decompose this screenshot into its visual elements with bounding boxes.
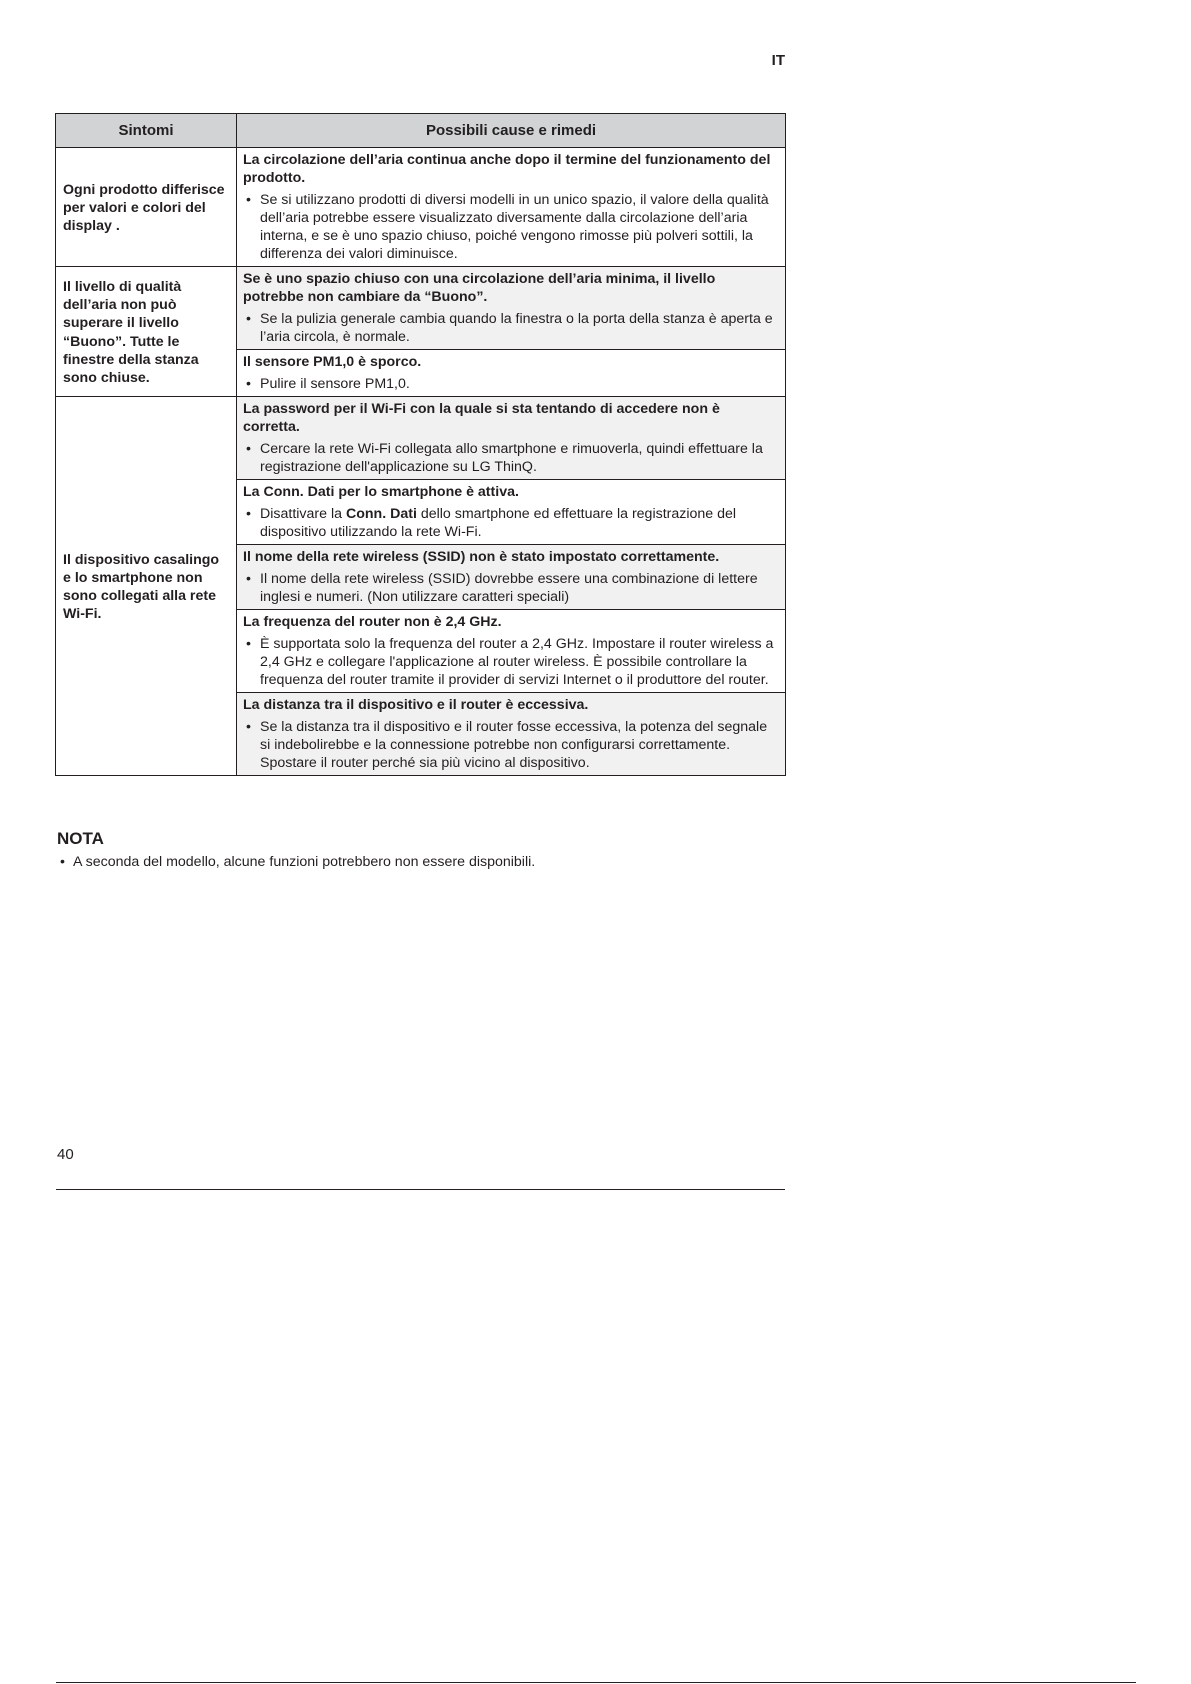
symptom-text: Ogni prodotto differisce per valori e colori del display .: [63, 181, 225, 235]
causes-cell: [237, 397, 786, 776]
symptom-cell: [56, 267, 237, 397]
remedy-item: [243, 635, 778, 689]
troubleshooting-table: [55, 113, 786, 776]
bullet-icon: •: [246, 311, 251, 327]
bullet-icon: •: [246, 441, 251, 457]
symptom-cell: [56, 397, 237, 776]
table-row: [56, 148, 786, 267]
page-bottom-divider: [56, 1682, 1136, 1683]
remedy-text: È supportata solo la frequenza del router a 2,4 GHz. Impostare il router wireless a 2,4 GHz e collegare l'applicazione al router wireless. È possibile controllare la frequenza del router tramite il provider di servizi Internet o il produttore del router.: [260, 636, 774, 688]
remedy-text-after: dello smartphone ed effettuare la registrazione del dispositivo utilizzando la rete Wi-Fi.: [260, 506, 737, 540]
causes-cell: [237, 267, 786, 397]
symptom-text: Il dispositivo casalingo e lo smartphone non sono collegati alla rete Wi-Fi.: [63, 551, 220, 623]
remedy-text-bold: Conn. Dati: [345, 506, 417, 522]
causes-cell: [237, 148, 786, 267]
cause-title: Il sensore PM1,0 è sporco.: [243, 354, 422, 370]
remedy-item: [243, 505, 778, 541]
cause-block: [237, 609, 785, 692]
remedy-text: Se la pulizia generale cambia quando la finestra o la porta della stanza è aperta e l’aria circola, è normale.: [260, 311, 773, 345]
remedy-text-before: Disattivare la: [260, 506, 346, 522]
footer-divider: [56, 1189, 785, 1190]
remedy-item: [243, 375, 778, 393]
remedy-item: [243, 440, 778, 476]
note-title: NOTA: [57, 829, 104, 848]
bullet-icon: •: [246, 571, 251, 587]
note-text: A seconda del modello, alcune funzioni potrebbero non essere disponibili.: [73, 854, 536, 870]
cause-block: [237, 479, 785, 544]
remedy-item: [243, 718, 778, 772]
bullet-icon: •: [246, 192, 251, 208]
symptom-text: Il livello di qualità dell’aria non può superare il livello “Buono”. Tutte le finestre della stanza sono chiuse.: [63, 278, 199, 386]
language-tag: IT: [771, 52, 785, 69]
remedy-text: Se la distanza tra il dispositivo e il router fosse eccessiva, la potenza del segnale si indebolirebbe e la connessione potrebbe non configurarsi correttamente. Spostare il router perché sia più vicino al dispositivo.: [260, 719, 768, 771]
cause-title: La Conn. Dati per lo smartphone è attiva.: [243, 484, 519, 500]
remedy-text: Cercare la rete Wi-Fi collegata allo smartphone e rimuoverla, quindi effettuare la registrazione dell'applicazione su LG ThinQ.: [260, 441, 763, 475]
column-header-causes: Possibili cause e rimedi: [237, 114, 786, 148]
bullet-icon: •: [60, 854, 65, 870]
symptom-cell: [56, 148, 237, 267]
remedy-item: [243, 570, 778, 606]
remedy-text: [260, 506, 736, 540]
table-header-row: [56, 114, 786, 148]
bullet-icon: •: [246, 376, 251, 392]
cause-title: Se è uno spazio chiuso con una circolazione dell’aria minima, il livello potrebbe non cambiare da “Buono”.: [243, 271, 716, 305]
cause-block: [237, 692, 785, 775]
remedy-text: Pulire il sensore PM1,0.: [260, 376, 410, 392]
column-header-symptoms: Sintomi: [56, 114, 237, 148]
cause-block: [237, 544, 785, 609]
bullet-icon: •: [246, 636, 251, 652]
page-number: 40: [57, 1146, 74, 1163]
cause-title: La frequenza del router non è 2,4 GHz.: [243, 614, 502, 630]
remedy-item: [243, 191, 778, 263]
bullet-icon: •: [246, 506, 251, 522]
cause-title: Il nome della rete wireless (SSID) non è stato impostato correttamente.: [243, 549, 720, 565]
remedy-item: [243, 310, 778, 346]
cause-block: [237, 267, 785, 349]
table-row: [56, 267, 786, 397]
note-item: [57, 854, 535, 870]
cause-title: La password per il Wi-Fi con la quale si sta tentando di accedere non è corretta.: [243, 401, 720, 435]
cause-block: [237, 349, 785, 396]
cause-block: [237, 148, 785, 266]
cause-title: La distanza tra il dispositivo e il router è eccessiva.: [243, 697, 589, 713]
bullet-icon: •: [246, 719, 251, 735]
cause-title: La circolazione dell’aria continua anche dopo il termine del funzionamento del prodotto.: [243, 152, 771, 186]
table-row: [56, 397, 786, 776]
remedy-text: Se si utilizzano prodotti di diversi modelli in un unico spazio, il valore della qualità dell’aria potrebbe essere visualizzato diversamente dalla circolazione dell’aria interna, e se è uno spazio chiuso, poiché vengono rimosse più polveri sottili, la differenza dei valori diminuisce.: [260, 192, 769, 262]
cause-block: [237, 397, 785, 479]
remedy-text: Il nome della rete wireless (SSID) dovrebbe essere una combinazione di lettere inglesi e numeri. (Non utilizzare caratteri speciali): [260, 571, 758, 605]
